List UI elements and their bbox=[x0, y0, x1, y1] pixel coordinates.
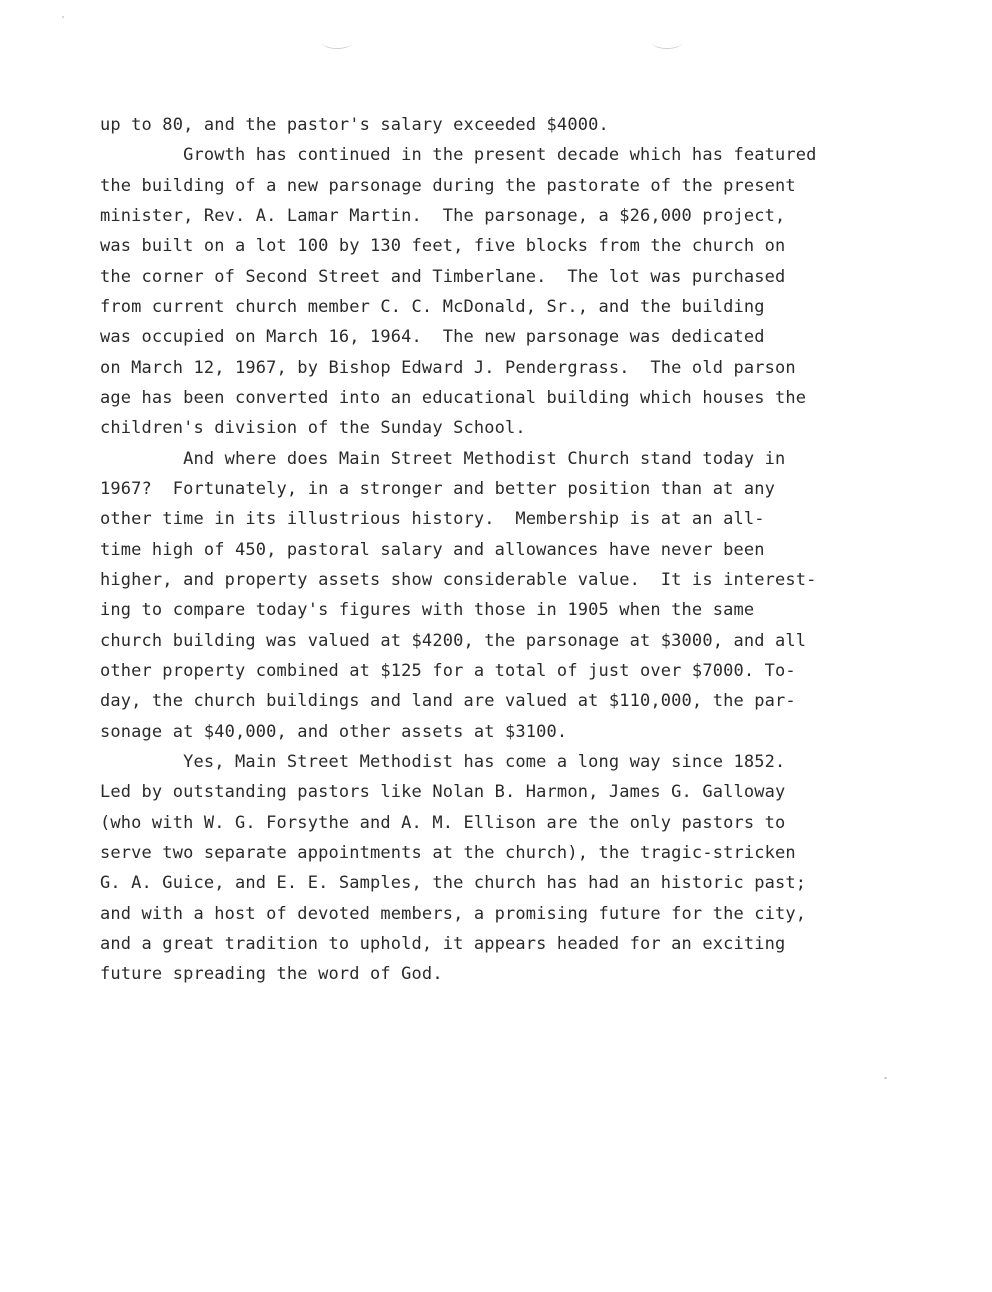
text-line: Led by outstanding pastors like Nolan B. Harmon, James G. Galloway bbox=[100, 782, 786, 803]
text-line: day, the church buildings and land are valued at $110,000, the par- bbox=[100, 691, 796, 712]
text-line: future spreading the word of God. bbox=[100, 964, 443, 985]
speck bbox=[884, 1077, 887, 1079]
punch-hole-mark bbox=[322, 36, 352, 49]
text-line: the corner of Second Street and Timberlane. The lot was purchased bbox=[100, 266, 786, 287]
text-line: up to 80, and the pastor's salary exceeded $4000. bbox=[100, 115, 609, 135]
text-line: serve two separate appointments at the church), the tragic-stricken bbox=[100, 842, 796, 863]
text-line: on March 12, 1967, by Bishop Edward J. Pendergrass. The old parson bbox=[100, 357, 796, 378]
text-line: higher, and property assets show considerable value. It is interest- bbox=[100, 569, 817, 590]
text-line: (who with W. G. Forsythe and A. M. Ellison are the only pastors to bbox=[100, 812, 786, 833]
text-line: age has been converted into an educational building which houses the bbox=[100, 387, 807, 408]
text-line: other property combined at $125 for a total of just over $7000. To- bbox=[100, 660, 796, 681]
text-line: other time in its illustrious history. Membership is at an all- bbox=[100, 509, 765, 530]
punch-hole-mark bbox=[652, 36, 682, 49]
text-line: and with a host of devoted members, a promising future for the city, bbox=[100, 903, 807, 924]
text-line: sonage at $40,000, and other assets at $3100. bbox=[100, 721, 568, 742]
text-line: was built on a lot 100 by 130 feet, five blocks from the church on bbox=[100, 236, 786, 257]
text-line: G. A. Guice, and E. E. Samples, the church has had an historic past; bbox=[100, 873, 807, 894]
text-line: Yes, Main Street Methodist has come a long way since 1852. bbox=[100, 751, 786, 772]
text-line: from current church member C. C. McDonald, Sr., and the building bbox=[100, 296, 765, 317]
typewritten-text bbox=[100, 110, 980, 990]
text-line: time high of 450, pastoral salary and allowances have never been bbox=[100, 539, 765, 560]
text-line: the building of a new parsonage during the pastorate of the present bbox=[100, 175, 796, 196]
text-line: children's division of the Sunday School. bbox=[100, 418, 526, 439]
text-line: 1967? Fortunately, in a stronger and better position than at any bbox=[100, 478, 776, 499]
speck bbox=[62, 16, 64, 18]
text-line: ing to compare today's figures with those in 1905 when the same bbox=[100, 600, 755, 621]
text-line: church building was valued at $4200, the parsonage at $3000, and all bbox=[100, 630, 807, 651]
text-line: and a great tradition to uphold, it appears headed for an exciting bbox=[100, 933, 786, 954]
text-line: Growth has continued in the present decade which has featured bbox=[100, 145, 817, 166]
text-line: was occupied on March 16, 1964. The new parsonage was dedicated bbox=[100, 327, 765, 348]
text-line: And where does Main Street Methodist Church stand today in bbox=[100, 448, 786, 469]
text-line: minister, Rev. A. Lamar Martin. The parsonage, a $26,000 project, bbox=[100, 205, 786, 226]
